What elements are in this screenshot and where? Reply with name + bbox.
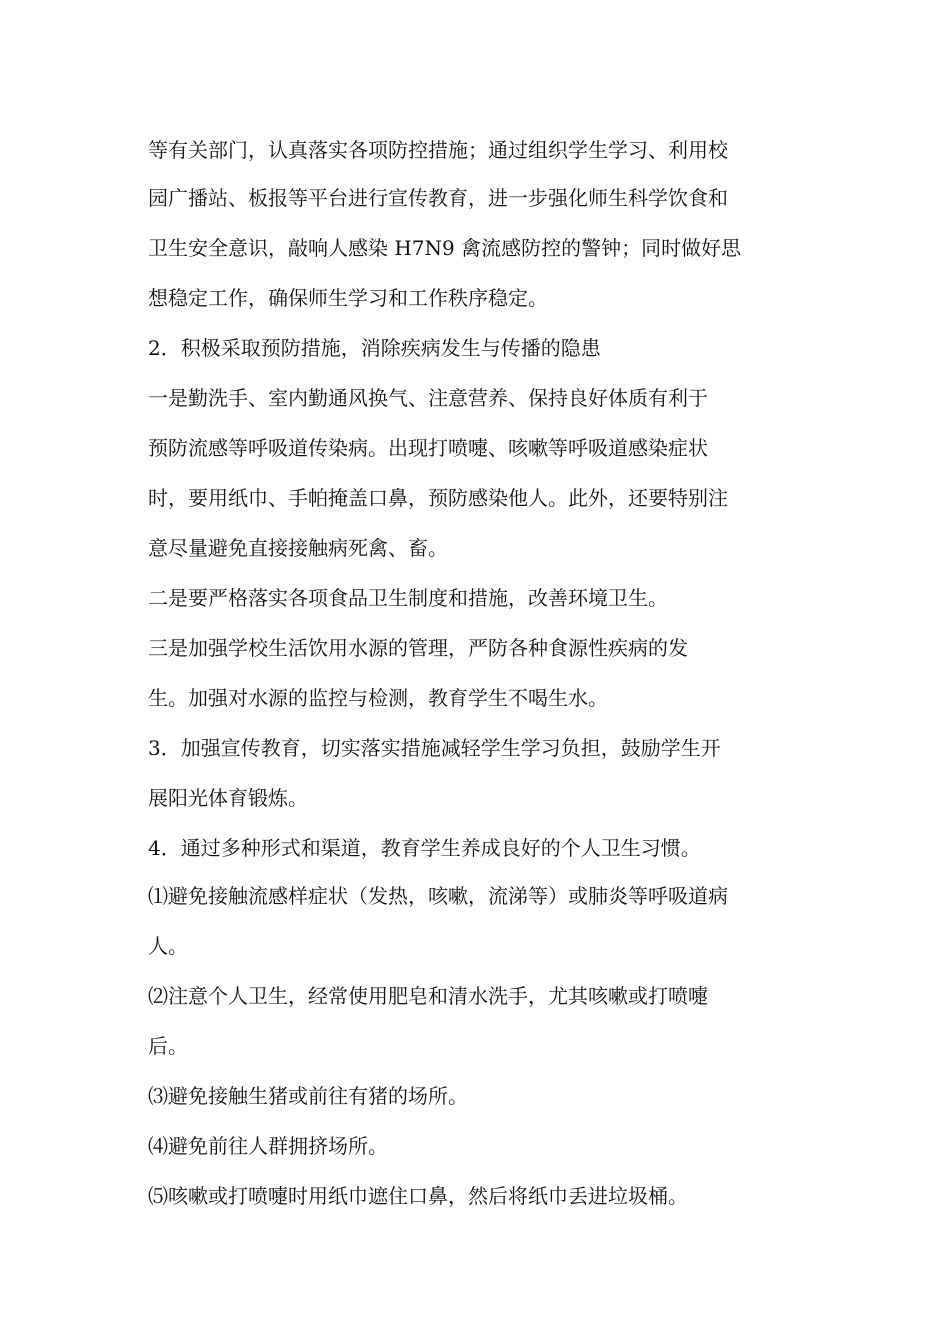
text-line-9: 意尽量避免直接接触病死禽、畜。 xyxy=(148,536,448,560)
list-item-2: ⑵注意个人卫生，经常使用肥皂和清水洗手，尤其咳嗽或打喷嚏 xyxy=(148,984,708,1008)
section-heading-3: 3．加强宣传教育，切实落实措施减轻学生学习负担，鼓励学生开 xyxy=(148,736,721,760)
text-line-6: 一是勤洗手、室内勤通风换气、注意营养、保持良好体质有利于 xyxy=(148,386,708,410)
list-item-4: ⑷避免前往人群拥挤场所。 xyxy=(148,1134,388,1158)
text-line-2: 园广播站、板报等平台进行宣传教育，进一步强化师生科学饮食和 xyxy=(148,186,728,210)
list-item-1-cont: 人。 xyxy=(148,934,188,958)
text-line-7: 预防流感等呼吸道传染病。出现打喷嚏、咳嗽等呼吸道感染症状 xyxy=(148,436,708,460)
text-line-8: 时，要用纸巾、手帕掩盖口鼻，预防感染他人。此外，还要特别注 xyxy=(148,486,728,510)
text-line-14: 展阳光体育锻炼。 xyxy=(148,786,308,810)
text-line-4: 想稳定工作，确保师生学习和工作秩序稳定。 xyxy=(148,286,548,310)
section-heading-2: 2．积极采取预防措施，消除疾病发生与传播的隐患 xyxy=(148,336,601,360)
list-item-2-cont: 后。 xyxy=(148,1034,188,1058)
text-line-12: 生。加强对水源的监控与检测，教育学生不喝生水。 xyxy=(148,686,608,710)
list-item-3: ⑶避免接触生猪或前往有猪的场所。 xyxy=(148,1084,468,1108)
list-item-5: ⑸咳嗽或打喷嚏时用纸巾遮住口鼻，然后将纸巾丢进垃圾桶。 xyxy=(148,1184,688,1208)
text-line-1: 等有关部门，认真落实各项防控措施；通过组织学生学习、利用校 xyxy=(148,138,728,162)
text-line-3: 卫生安全意识，敲响人感染 H7N9 禽流感防控的警钟；同时做好思 xyxy=(148,236,742,260)
list-item-1: ⑴避免接触流感样症状（发热，咳嗽，流涕等）或肺炎等呼吸道病 xyxy=(148,884,728,908)
text-line-11: 三是加强学校生活饮用水源的管理，严防各种食源性疾病的发 xyxy=(148,636,688,660)
section-heading-4: 4．通过多种形式和渠道，教育学生养成良好的个人卫生习惯。 xyxy=(148,836,701,860)
text-line-10: 二是要严格落实各项食品卫生制度和措施，改善环境卫生。 xyxy=(148,586,668,610)
